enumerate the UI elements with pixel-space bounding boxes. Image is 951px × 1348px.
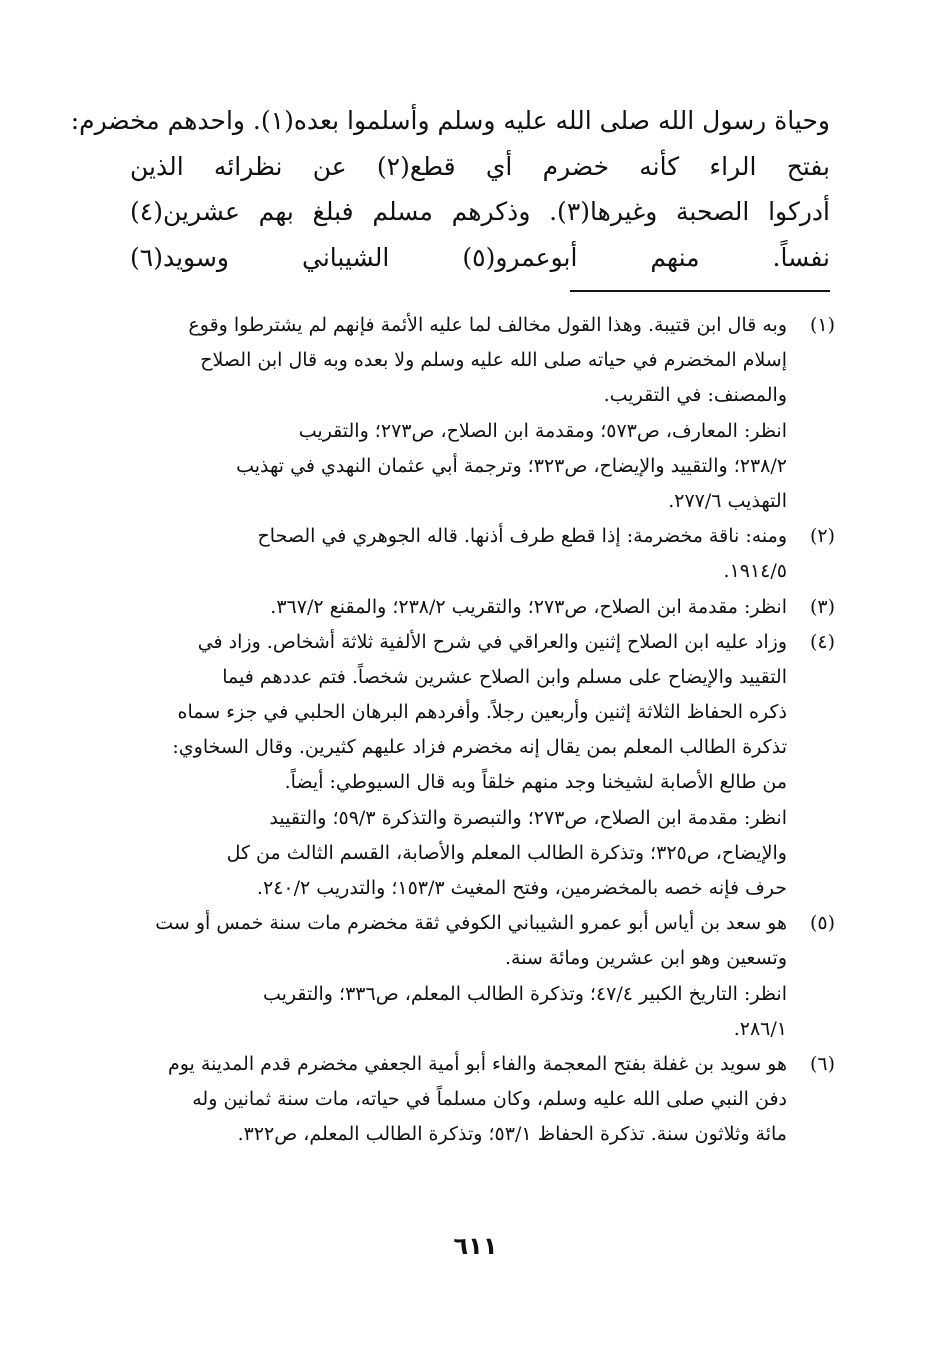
footnote-6 xyxy=(130,1047,835,1153)
footnote-number: (١) xyxy=(809,314,835,336)
footnote-line: انظر: مقدمة ابن الصلاح، ص٢٧٣؛ والتقريب ٢٣٨/٢؛ والمقنع ٣٦٧/٢. xyxy=(270,595,787,618)
footnote-line: ٢٨٦/١. xyxy=(733,1017,787,1040)
footnote-2 xyxy=(130,519,835,589)
footnote-3 xyxy=(130,590,835,625)
footnote-line: انظر: المعارف، ص٥٧٣؛ ومقدمة ابن الصلاح، ص٢٧٣؛ والتقريب xyxy=(298,419,787,442)
main-text-block xyxy=(70,98,830,280)
main-text-line: أدركوا الصحبة وغيرها(٣). وذكرهم مسلم فبلغ بهم عشرين(٤) xyxy=(130,197,830,226)
footnote-line: وتسعين وهو ابن عشرين ومائة سنة. xyxy=(504,947,787,970)
footnote-line: ومنه: ناقة مخضرمة: إذا قطع طرف أذنها. قاله الجوهري في الصحاح xyxy=(257,525,787,548)
page-number: ٦١١ xyxy=(453,1232,498,1260)
footnote-line: انظر: التاريخ الكبير ٤٧/٤؛ وتذكرة الطالب المعلم، ص٣٣٦؛ والتقريب xyxy=(262,982,787,1005)
footnote-number: (٢) xyxy=(809,525,835,548)
footnote-line: مائة وثلاثون سنة. تذكرة الحفاظ ٥٣/١؛ وتذكرة الطالب المعلم، ص٣٢٢. xyxy=(237,1123,787,1146)
main-text-line: وحياة رسول الله صلى الله عليه وسلم وأسلموا بعده(١). واحدهم مخضرم: xyxy=(70,106,830,135)
footnote-line: والمصنف: في التقريب. xyxy=(603,384,787,407)
footnote-number: (٣) xyxy=(809,595,835,618)
footnote-line: إسلام المخضرم في حياته صلى الله عليه وسلم ولا بعده وبه قال ابن الصلاح xyxy=(200,349,787,372)
footnote-separator-rule xyxy=(570,290,830,292)
footnote-line: هو سعد بن أياس أبو عمرو الشيباني الكوفي ثقة مخضرم مات سنة خمس أو ست xyxy=(155,912,787,935)
footnote-4 xyxy=(130,625,835,907)
footnote-number: (٥) xyxy=(809,912,835,935)
footnote-line: حرف فإنه خصه بالمخضرمين، وفتح المغيث ١٥٣/٣؛ والتدريب ٢٤٠/٢. xyxy=(256,877,787,899)
footnote-line: ذكره الحفاظ الثلاثة إثنين وأربعين رجلاً. وأفردهم البرهان الحلبي في جزء سماه xyxy=(177,701,787,724)
footnote-line: هو سويد بن غفلة بفتح المعجمة والفاء أبو أمية الجعفي مخضرم قدم المدينة يوم xyxy=(167,1052,787,1075)
main-text-line: بفتح الراء كأنه خضرم أي قطع(٢) عن نظرائه الذين xyxy=(130,151,830,181)
footnote-number: (٦) xyxy=(809,1052,835,1075)
footnote-1 xyxy=(130,308,835,519)
footnote-number: (٤) xyxy=(809,630,835,653)
main-text-line: نفساً. منهم أبوعمرو(٥) الشيباني وسويد(٦) xyxy=(130,242,830,272)
footnote-line: من طالع الأصابة لشيخنا وجد منهم خلقاً وبه قال السيوطي: أيضاً. xyxy=(284,771,787,794)
footnote-line: دفن النبي صلى الله عليه وسلم، وكان مسلماً في حياته، مات سنة ثمانين وله xyxy=(192,1088,787,1111)
footnote-5 xyxy=(130,906,835,1047)
footnote-line: انظر: مقدمة ابن الصلاح، ص٢٧٣؛ والتبصرة والتذكرة ٥٩/٣؛ والتقييد xyxy=(269,806,787,829)
footnote-line: التقييد والإيضاح على مسلم وابن الصلاح عشرين شخصاً. فتم عددهم فيما xyxy=(222,665,787,688)
footnote-line: ١٩١٤/٥. xyxy=(723,560,787,583)
footnote-line: ٢٣٨/٢؛ والتقييد والإيضاح، ص٣٢٣؛ وترجمة أبي عثمان النهدي في تهذيب xyxy=(236,454,787,477)
footnote-line: وبه قال ابن قتيبة. وهذا القول مخالف لما عليه الأئمة فإنهم لم يشترطوا وقوع xyxy=(188,314,787,336)
footnote-line: والإيضاح، ص٣٢٥؛ وتذكرة الطالب المعلم والأصابة، القسم الثالث من كل xyxy=(226,841,787,864)
footnote-line: تذكرة الطالب المعلم بمن يقال إنه مخضرم فزاد عليهم كثيرين. وقال السخاوي: xyxy=(172,736,787,759)
footnotes-section xyxy=(130,308,835,1153)
footnote-line: وزاد عليه ابن الصلاح إثنين والعراقي في شرح الألفية ثلاثة أشخاص. وزاد في xyxy=(197,630,787,653)
footnote-line: التهذيب ٢٧٧/٦. xyxy=(668,489,787,512)
